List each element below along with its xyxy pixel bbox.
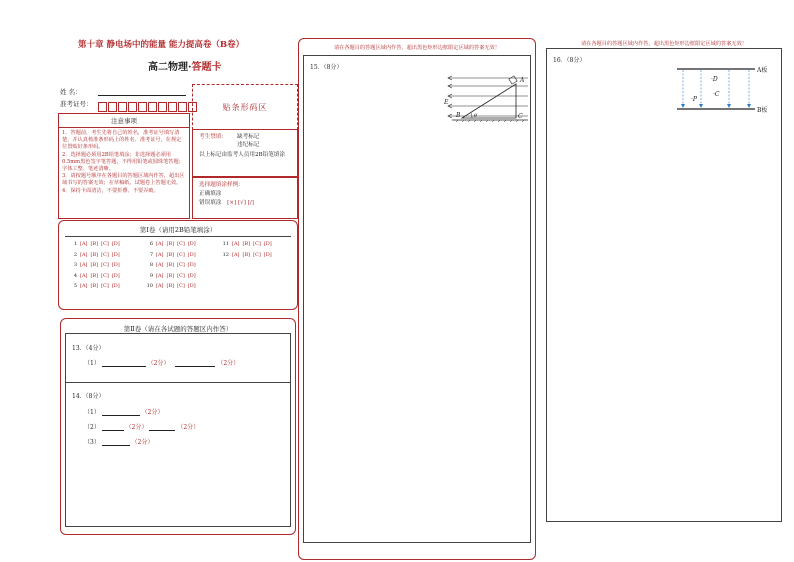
q15-label: 15．（8分） [310,64,343,71]
section1-box [58,220,298,310]
arrow-head [747,104,751,108]
mc-question-row [69,241,120,247]
mc-option-bubble[interactable]: [D] [187,272,196,279]
mc-option-bubble[interactable]: [A] [80,262,88,268]
name-field[interactable] [98,87,186,96]
mc-question-number: 8 [149,262,153,268]
mc-option-bubble[interactable]: [A] [80,241,88,247]
q13-answer-1[interactable] [102,360,146,367]
notice-box [58,113,190,219]
fig-label-a: A [520,77,525,84]
section2-answer-area [65,333,291,527]
q15-answer-area[interactable] [303,55,531,543]
mc-question-number: 11 [222,241,229,247]
correct-fill-label: 正确填涂 [199,191,222,197]
q14-part1-label: （1） [84,409,100,416]
mc-option-bubble[interactable]: [A] [156,272,164,279]
mc-option-bubble[interactable]: [C] [177,262,185,268]
arrow-head [727,104,731,108]
mc-option-bubble[interactable]: [B] [242,241,251,247]
mc-option-bubble[interactable]: [A] [80,251,88,258]
name-label: 姓 名： [60,88,82,96]
fill-sample-label: 选择题填涂样例： [199,182,244,188]
mc-option-bubble[interactable]: [D] [187,283,196,289]
mc-option-bubble[interactable]: [B] [90,262,99,268]
mc-question-row [221,252,272,258]
mc-option-bubble[interactable]: [B] [166,251,175,258]
mc-option-bubble[interactable]: [D] [263,241,272,247]
q13-part1-label: （1） [84,360,100,367]
exam-title: 第十章 静电场中的能量 能力提高卷（B卷） [78,40,245,50]
notice-item: 3．请按题号顺序在各题目的答题区域内作答，超出区域书写的答案无效；在草稿纸、试题卷上答题无效。 [62,173,185,187]
mc-question-row [145,283,196,289]
mc-option-bubble[interactable]: [C] [253,251,261,258]
mc-option-bubble[interactable]: [D] [111,241,120,247]
notice-item: 1．答题前，考生先将自己的姓名，准考证号填写清楚，并认真核准条形码上的姓名、准考证号，在规定位置贴好条形码。 [62,130,182,151]
q14-answer-2a[interactable] [102,424,124,431]
q13-label: 13．（4分） [72,345,105,352]
mc-question-number: 10 [146,283,153,289]
mc-option-bubble[interactable]: [A] [232,241,240,247]
mc-option-bubble[interactable]: [A] [156,251,164,258]
q14-part2-score-a: （2分） [125,424,148,431]
barcode-area [192,84,298,130]
mc-option-bubble[interactable]: [B] [166,283,175,289]
q16-answer-area[interactable] [546,48,782,522]
q13-part2-score: （2分） [217,360,240,367]
mc-question-number: 9 [149,272,153,279]
mc-question-row [69,262,120,268]
mc-option-bubble[interactable]: [C] [253,241,261,247]
q15-outer-box [298,38,536,560]
fig-label-b: B [456,112,461,119]
notice-heading: 注意事项 [59,114,189,128]
q14-part2-score-b: （2分） [177,424,200,431]
incline-triangle [462,84,516,118]
q14-part3-label: （3） [84,439,100,446]
mc-option-bubble[interactable]: [C] [101,283,109,289]
q16-warning: 请在各题目的答题区域内作答，超出黑色矩形边框限定区域的答案无效！ [580,41,747,47]
mc-option-bubble[interactable]: [C] [101,262,109,268]
wrong-fill-label: 错误填涂 [199,200,222,206]
q16-label: 16．（8分） [553,57,586,64]
mc-option-bubble[interactable]: [B] [242,251,251,258]
q14-part3-score: （2分） [131,439,154,446]
mc-question-number: 2 [73,251,77,258]
mc-option-bubble[interactable]: [A] [232,251,240,258]
q15-warning: 请在各题目的答题区域内作答，超出黑色矩形边框限定区域的答案无效！ [333,45,500,51]
mc-option-bubble[interactable]: [C] [177,283,185,289]
section2-title: 第Ⅱ卷（请在各试题的答题区内作答） [123,325,233,333]
mc-option-bubble[interactable]: [B] [166,241,175,247]
fig-label-plate-a: A板 [757,67,768,74]
section1-title: 第Ⅰ卷（请用2B铅笔填涂） [139,226,217,234]
mc-option-bubble[interactable]: [A] [80,272,88,279]
mc-question-number: 4 [73,272,77,279]
card-subtitle [148,58,221,73]
examinee-mark-box [192,129,298,177]
mc-option-bubble[interactable]: [A] [156,283,164,289]
mc-option-bubble[interactable]: [D] [111,251,120,258]
examinee-mark-note: 以上标记由监考人员用2B铅笔填涂 [199,152,285,158]
mc-question-number: 12 [222,251,229,258]
mc-question-row [69,283,120,289]
mc-option-bubble[interactable]: [C] [177,272,185,279]
mc-option-bubble[interactable]: [C] [101,251,109,258]
subject-name: 高二物理 [148,62,188,73]
fig-label-theta: θ [474,113,478,119]
mc-option-bubble[interactable]: [C] [177,241,185,247]
mc-option-bubble[interactable]: [B] [166,272,175,279]
mc-question-row [145,273,196,279]
q14-answer-3[interactable] [102,439,130,446]
fill-sample-box [192,177,298,219]
examinee-mark-label: 考生禁填： [199,134,227,140]
mc-option-bubble[interactable]: [D] [111,262,120,268]
mc-question-row [145,262,196,268]
mc-option-bubble[interactable]: [A] [156,241,164,247]
mc-option-bubble[interactable]: [A] [80,283,88,289]
mc-question-number: 7 [149,251,153,258]
mc-question-number: 3 [73,262,77,268]
mc-option-bubble[interactable]: [D] [263,251,272,258]
arrow-head [699,104,703,108]
mc-question-number: 6 [149,241,153,247]
mc-question-row [69,273,120,279]
mc-question-row [69,252,120,258]
answer-card-label: 答题卡 [191,62,222,73]
mc-question-row [145,252,196,258]
fig-label-plate-b: B板 [757,107,768,114]
mc-option-bubble[interactable]: [C] [177,251,185,258]
q14-row-2 [84,422,199,431]
mc-option-bubble[interactable]: [B] [90,283,99,289]
mc-option-bubble[interactable]: [B] [90,272,99,279]
block [509,76,517,84]
absent-mark[interactable]: 缺考标记 [237,134,260,140]
q14-part1-score: （2分） [141,409,164,416]
wrong-fill-marks: [×] [√] [/] [227,200,254,206]
arrow-head [681,104,685,108]
q13-part1-score: （2分） [147,360,170,367]
mc-option-bubble[interactable]: [D] [187,251,196,258]
mc-option-bubble[interactable]: [D] [111,283,120,289]
mc-question-row [221,241,272,247]
q14-row-1 [84,407,164,416]
mc-option-bubble[interactable]: [B] [90,251,99,258]
fig-label-d: ·D [711,76,718,83]
q13-row [84,358,239,367]
barcode-label: 贴条形码区 [222,102,268,112]
q14-row-3 [84,437,154,446]
violation-mark[interactable]: 违纪标记 [237,142,260,148]
q14-label: 14．（8分） [72,393,105,400]
q15-figure [444,74,530,132]
mc-option-bubble[interactable]: [C] [101,272,109,279]
notice-item: 2．选择题必须用2B铅笔填涂；非选择题必须用0.5mm黑色签字笔答题，不得用铅笔或圆珠笔答题；字体工整、笔迹清晰。 [62,151,184,173]
exam-id-label: 准考证号： [60,100,93,108]
q16-figure [673,65,779,117]
q14-part2-label: （2） [84,424,100,431]
subtitle-dot: · [188,62,192,73]
mc-question-number: 1 [73,241,77,247]
mc-option-bubble[interactable]: [C] [101,241,109,247]
mc-option-bubble[interactable]: [D] [187,241,196,247]
mc-option-bubble[interactable]: [B] [166,262,175,268]
mc-option-bubble[interactable]: [A] [156,262,164,268]
fig-label-e: E [444,99,449,106]
mc-question-number: 5 [73,283,77,289]
q14-answer-1[interactable] [102,409,140,416]
fig-label-c: C [518,113,523,120]
q13-answer-2[interactable] [175,360,215,367]
wrong-fill-row [199,200,254,208]
mc-question-row [145,241,196,247]
q14-answer-2b[interactable] [149,424,175,431]
notice-item: 4．保持卡面清洁，不要折叠、不要弄破。 [62,187,159,194]
section2-box [60,318,296,535]
mc-option-bubble[interactable]: [B] [90,241,99,247]
mc-option-bubble[interactable]: [D] [111,272,120,279]
fig-label-p: ·P [691,96,697,103]
angle-arc [471,113,472,118]
fig-label-c: ·C [713,91,720,98]
mc-option-bubble[interactable]: [D] [187,262,196,268]
